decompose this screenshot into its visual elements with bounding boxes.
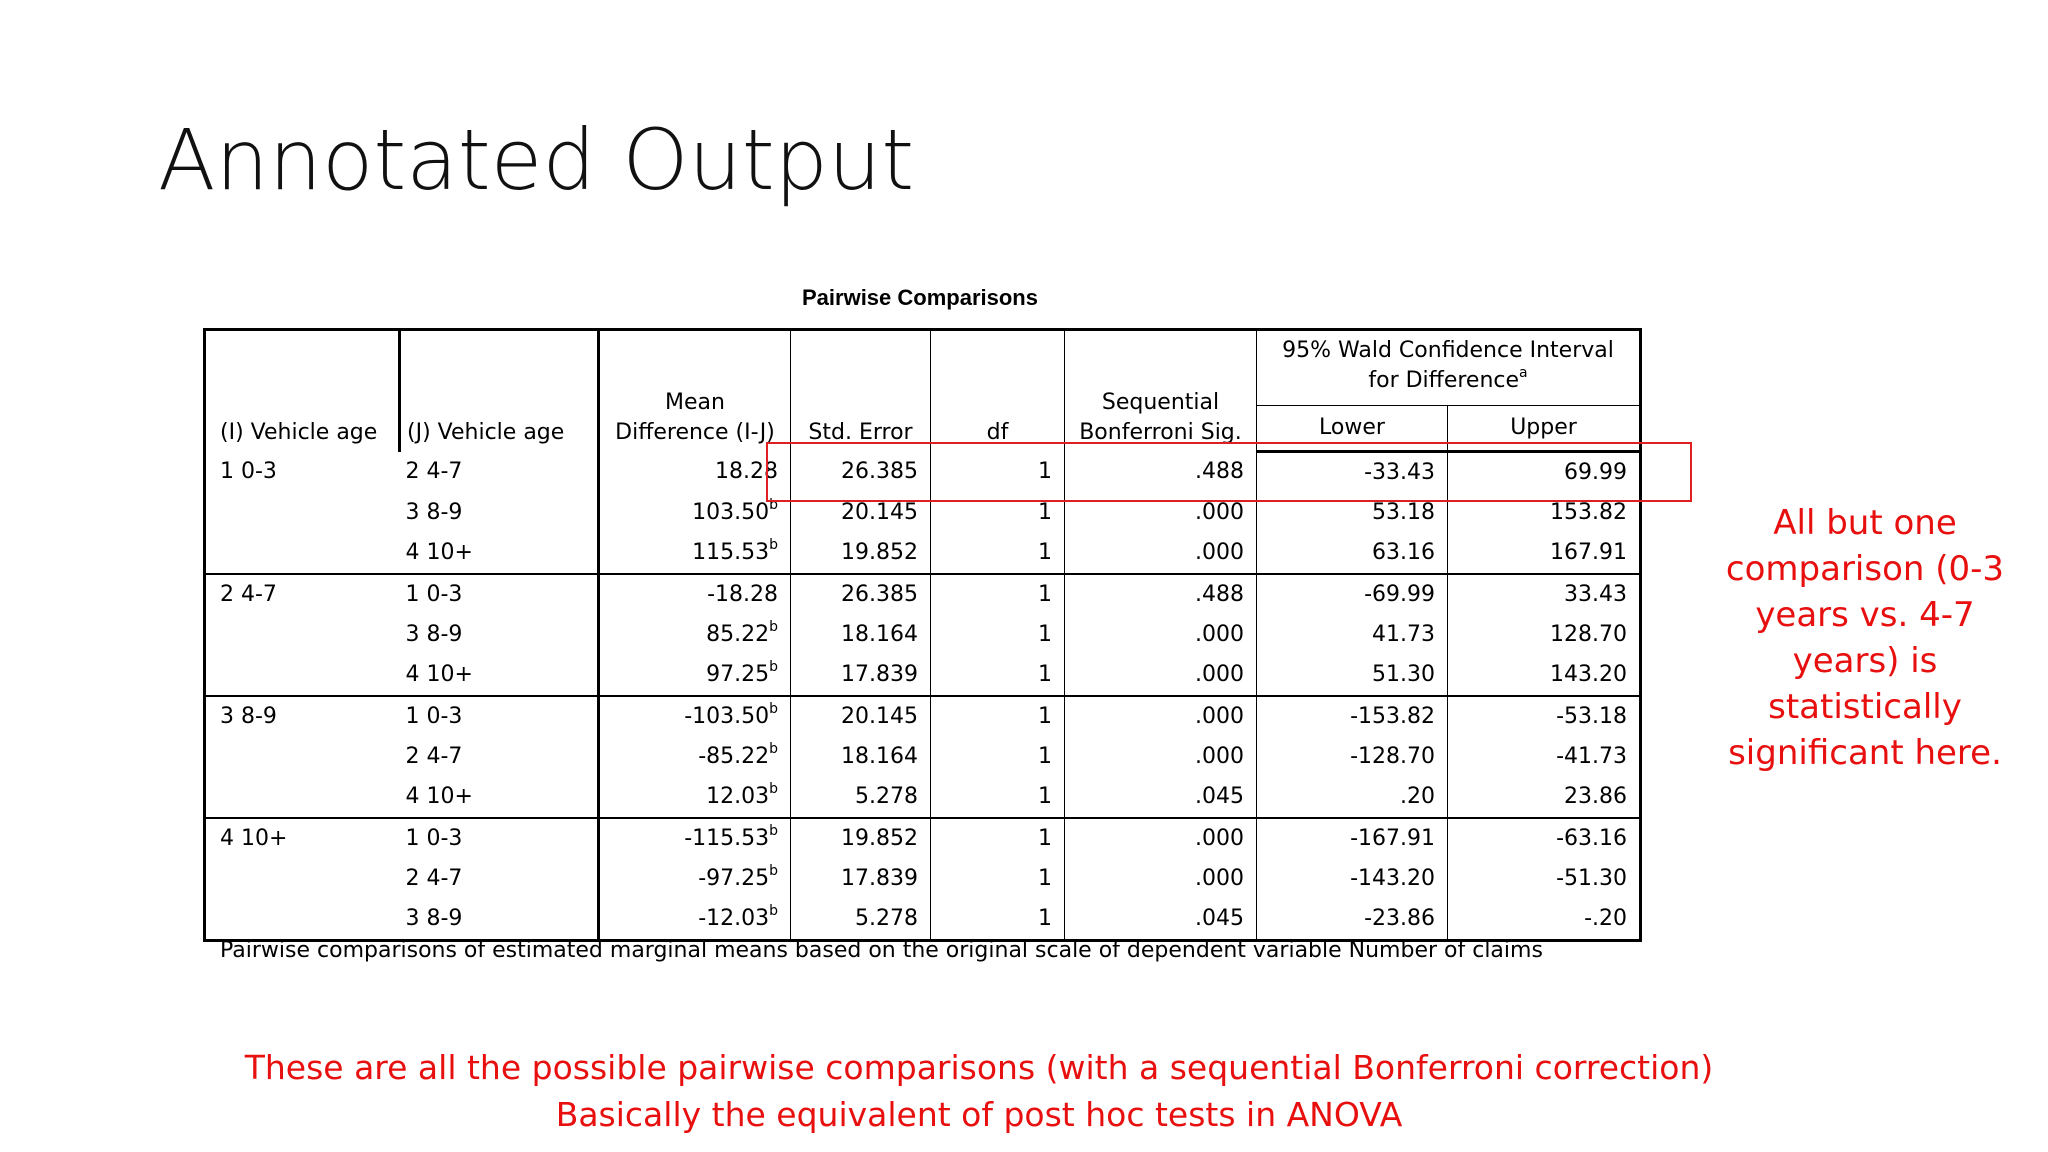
cell-std-error: 5.278 (791, 777, 931, 818)
cell-mean-difference: 103.50$^b$ (599, 493, 791, 533)
cell-mean-difference: -18.28 (599, 574, 791, 615)
header-ci-footnote-mark: a (1519, 364, 1528, 381)
cell-sig: .045 (1065, 899, 1257, 941)
cell-std-error: 20.145 (791, 696, 931, 737)
table-footnote: Pairwise comparisons of estimated marginal means based on the original scale of dependent variable Number of claims (220, 938, 1543, 963)
cell-mean-difference: 18.28 (599, 452, 791, 494)
highlight-box (766, 442, 1692, 502)
cell-upper: 153.82 (1448, 493, 1641, 533)
cell-j-vehicle-age: 3 8-9 (400, 615, 599, 655)
cell-sig: .000 (1065, 493, 1257, 533)
cell-lower: -143.20 (1257, 859, 1448, 899)
cell-std-error: 18.164 (791, 615, 931, 655)
cell-sig: .000 (1065, 533, 1257, 574)
header-mean-difference: Mean Difference (I-J) (599, 330, 791, 452)
cell-i-vehicle-age (205, 777, 400, 818)
cell-df: 1 (931, 655, 1065, 696)
header-confidence-interval: 95% Wald Confidence Interval for Difference$^a$ (1257, 330, 1641, 406)
cell-std-error: 26.385 (791, 452, 931, 494)
cell-lower: 53.18 (1257, 493, 1448, 533)
cell-lower: -128.70 (1257, 737, 1448, 777)
cell-lower: -167.91 (1257, 818, 1448, 859)
cell-upper: 23.86 (1448, 777, 1641, 818)
table-caption: Pairwise Comparisons (802, 285, 1038, 310)
slide-title: Annotated Output (158, 111, 915, 209)
cell-upper: 167.91 (1448, 533, 1641, 574)
cell-sig: .045 (1065, 777, 1257, 818)
cell-j-vehicle-age: 1 0-3 (400, 696, 599, 737)
bottom-annotation-line-2: Basically the equivalent of post hoc tests in ANOVA (555, 1095, 1403, 1134)
significance-mark: b (769, 658, 778, 675)
cell-df: 1 (931, 493, 1065, 533)
cell-df: 1 (931, 737, 1065, 777)
cell-sig: .000 (1065, 615, 1257, 655)
table-row (205, 818, 1641, 859)
table-row (205, 737, 1641, 777)
cell-j-vehicle-age: 2 4-7 (400, 737, 599, 777)
cell-std-error: 19.852 (791, 533, 931, 574)
header-lower: Lower (1257, 406, 1448, 452)
significance-mark: b (769, 902, 778, 919)
cell-df: 1 (931, 533, 1065, 574)
cell-j-vehicle-age: 3 8-9 (400, 493, 599, 533)
header-sig: Sequential Bonferroni Sig. (1065, 330, 1257, 452)
cell-i-vehicle-age: 1 0-3 (220, 458, 277, 484)
cell-std-error: 26.385 (791, 574, 931, 615)
cell-lower: -69.99 (1257, 574, 1448, 615)
significance-mark: b (769, 536, 778, 553)
cell-upper: -41.73 (1448, 737, 1641, 777)
cell-j-vehicle-age: 4 10+ (400, 533, 599, 574)
bottom-annotation (0, 1044, 1958, 1138)
cell-mean-difference: -97.25$^b$ (599, 859, 791, 899)
cell-i-vehicle-age (205, 655, 400, 696)
cell-std-error: 18.164 (791, 737, 931, 777)
cell-sig: .000 (1065, 859, 1257, 899)
table-row (205, 615, 1641, 655)
cell-std-error: 20.145 (791, 493, 931, 533)
cell-lower: -153.82 (1257, 696, 1448, 737)
cell-j-vehicle-age: 1 0-3 (400, 574, 599, 615)
header-std-error: Std. Error (791, 330, 931, 452)
cell-sig: .488 (1065, 452, 1257, 494)
table-row (205, 574, 1641, 615)
side-annotation: All but one comparison (0-3 years vs. 4-7 years) is statistically significant here. (1725, 503, 2005, 773)
significance-mark: b (769, 822, 778, 839)
significance-mark: b (769, 496, 778, 513)
cell-i-vehicle-age (205, 899, 400, 941)
cell-std-error: 17.839 (791, 655, 931, 696)
cell-std-error: 5.278 (791, 899, 931, 941)
cell-lower: 63.16 (1257, 533, 1448, 574)
table-row (205, 696, 1641, 737)
significance-mark: b (769, 700, 778, 717)
cell-df: 1 (931, 452, 1065, 494)
header-i-vehicle-age: (I) Vehicle age (205, 330, 400, 452)
cell-j-vehicle-age: 2 4-7 (400, 452, 599, 494)
pairwise-comparisons-table (203, 328, 1642, 942)
cell-df: 1 (931, 859, 1065, 899)
cell-i-vehicle-age (205, 737, 400, 777)
header-j-vehicle-age: (J) Vehicle age (400, 330, 599, 452)
cell-df: 1 (931, 696, 1065, 737)
cell-lower: .20 (1257, 777, 1448, 818)
cell-i-vehicle-age: 4 10+ (205, 818, 400, 859)
cell-lower: -23.86 (1257, 899, 1448, 941)
cell-std-error: 17.839 (791, 859, 931, 899)
table-row (205, 777, 1641, 818)
cell-j-vehicle-age: 1 0-3 (400, 818, 599, 859)
cell-df: 1 (931, 899, 1065, 941)
cell-df: 1 (931, 615, 1065, 655)
cell-j-vehicle-age: 2 4-7 (400, 859, 599, 899)
cell-j-vehicle-age: 4 10+ (400, 655, 599, 696)
cell-upper: -53.18 (1448, 696, 1641, 737)
cell-j-vehicle-age: 3 8-9 (400, 899, 599, 941)
cell-mean-difference: -115.53$^b$ (599, 818, 791, 859)
significance-mark: b (769, 740, 778, 757)
cell-df: 1 (931, 777, 1065, 818)
significance-mark: b (769, 780, 778, 797)
cell-sig: .000 (1065, 655, 1257, 696)
cell-sig: .000 (1065, 818, 1257, 859)
cell-upper: 128.70 (1448, 615, 1641, 655)
cell-lower: 51.30 (1257, 655, 1448, 696)
cell-df: 1 (931, 574, 1065, 615)
cell-std-error: 19.852 (791, 818, 931, 859)
cell-upper: -63.16 (1448, 818, 1641, 859)
header-df: df (931, 330, 1065, 452)
cell-lower: 41.73 (1257, 615, 1448, 655)
cell-sig: .488 (1065, 574, 1257, 615)
table-row (205, 655, 1641, 696)
cell-sig: .000 (1065, 696, 1257, 737)
cell-df: 1 (931, 818, 1065, 859)
cell-i-vehicle-age (205, 859, 400, 899)
cell-mean-difference: 97.25$^b$ (599, 655, 791, 696)
cell-mean-difference: -85.22$^b$ (599, 737, 791, 777)
cell-i-vehicle-age (205, 533, 400, 574)
cell-upper: -.20 (1448, 899, 1641, 941)
cell-sig: .000 (1065, 737, 1257, 777)
cell-i-vehicle-age: 2 4-7 (205, 574, 400, 615)
significance-mark: b (769, 862, 778, 879)
cell-lower: -33.43 (1257, 452, 1448, 494)
cell-upper: 143.20 (1448, 655, 1641, 696)
cell-mean-difference: -12.03$^b$ (599, 899, 791, 941)
cell-i-vehicle-age (205, 615, 400, 655)
bottom-annotation-line-1: These are all the possible pairwise comparisons (with a sequential Bonferroni correction) (244, 1048, 1714, 1087)
cell-mean-difference: 85.22$^b$ (599, 615, 791, 655)
cell-mean-difference: 115.53$^b$ (599, 533, 791, 574)
cell-upper: 69.99 (1448, 452, 1641, 494)
header-upper: Upper (1448, 406, 1641, 452)
table-row (205, 899, 1641, 941)
significance-mark: b (769, 618, 778, 635)
cell-j-vehicle-age: 4 10+ (400, 777, 599, 818)
cell-mean-difference: 12.03$^b$ (599, 777, 791, 818)
cell-i-vehicle-age (205, 493, 400, 533)
cell-upper: -51.30 (1448, 859, 1641, 899)
cell-upper: 33.43 (1448, 574, 1641, 615)
table-row (205, 533, 1641, 574)
cell-i-vehicle-age: 3 8-9 (205, 696, 400, 737)
table-row (205, 859, 1641, 899)
cell-mean-difference: -103.50$^b$ (599, 696, 791, 737)
